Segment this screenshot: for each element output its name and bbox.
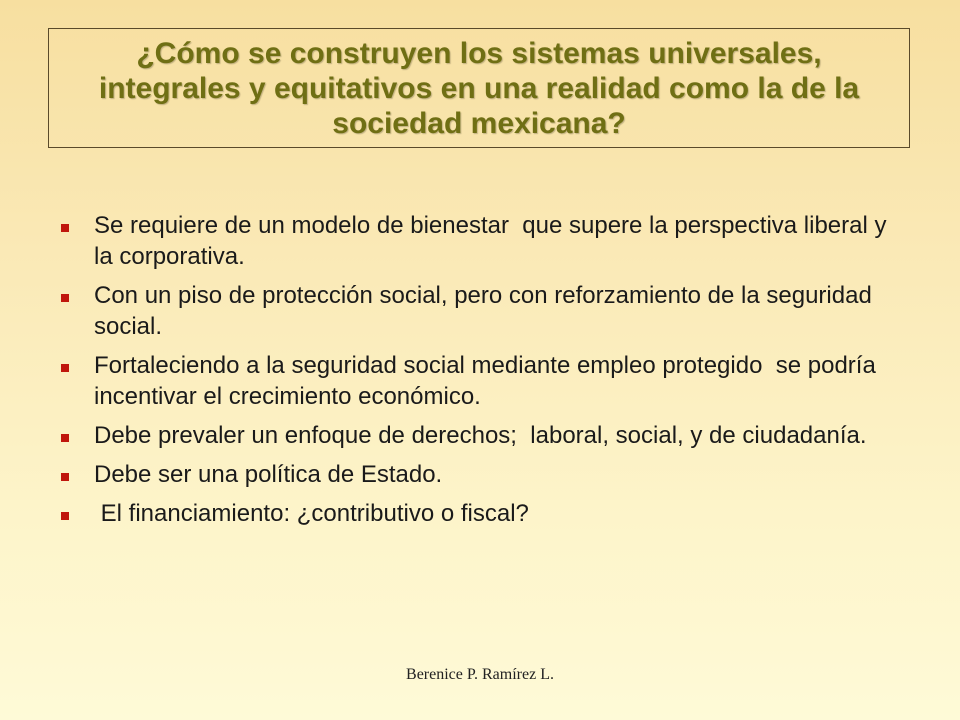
title-box	[48, 28, 910, 148]
list-item	[56, 459, 896, 490]
bullet-text: Se requiere de un modelo de bienestar que supere la perspectiva liberal y la corporativa.	[94, 212, 894, 270]
bullet-text: El financiamiento: ¿contributivo o fiscal?	[94, 500, 529, 527]
bullet-text: Debe ser una política de Estado.	[94, 461, 443, 488]
list-item	[56, 280, 896, 342]
square-bullet-icon	[61, 512, 69, 520]
bullet-text: Con un piso de protección social, pero con reforzamiento de la seguridad social.	[94, 282, 879, 340]
slide-footer: Berenice P. Ramírez L.	[406, 666, 554, 683]
bullet-text: Debe prevaler un enfoque de derechos; laboral, social, y de ciudadanía.	[94, 422, 867, 449]
square-bullet-icon	[61, 434, 69, 442]
bullet-text: Fortaleciendo a la seguridad social mediante empleo protegido se podría incentivar el crecimiento económico.	[94, 352, 890, 410]
bullet-list	[56, 210, 896, 537]
list-item	[56, 498, 896, 529]
list-item	[56, 420, 896, 451]
square-bullet-icon	[61, 473, 69, 481]
square-bullet-icon	[61, 364, 69, 372]
square-bullet-icon	[61, 294, 69, 302]
square-bullet-icon	[61, 224, 69, 232]
slide-title: ¿Cómo se construyen los sistemas universales, integrales y equitativos en una realidad como la de la sociedad mexicana?	[98, 36, 860, 140]
list-item	[56, 210, 896, 272]
list-item	[56, 350, 896, 412]
